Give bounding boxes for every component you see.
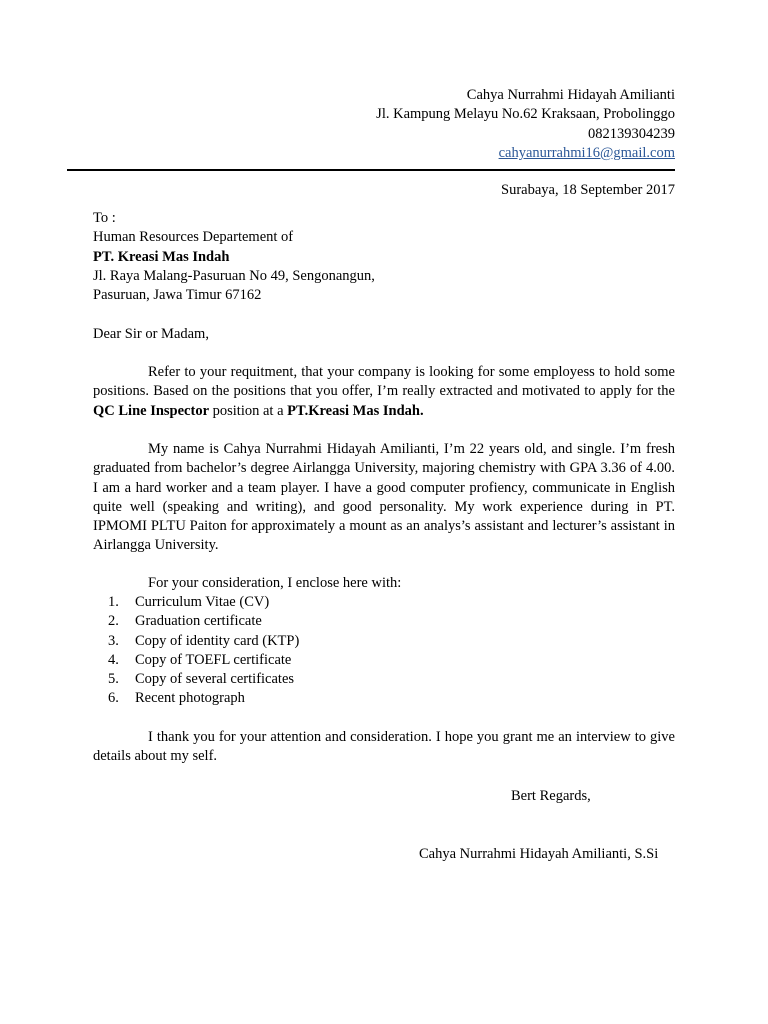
recipient-address-line-2: Pasuruan, Jawa Timur 67162 bbox=[93, 287, 262, 304]
list-item-text: Copy of TOEFL certificate bbox=[135, 651, 292, 668]
sender-header bbox=[376, 86, 675, 163]
list-item-text: Curriculum Vitae (CV) bbox=[135, 594, 270, 610]
paragraph-intro-company: PT.Kreasi Mas Indah. bbox=[287, 402, 424, 419]
sender-name: Cahya Nurrahmi Hidayah Amilianti bbox=[466, 87, 675, 103]
list-item-text: Copy of identity card (KTP) bbox=[135, 632, 300, 649]
salutation: Dear Sir or Madam, bbox=[93, 326, 209, 342]
list-item-text: Recent photograph bbox=[135, 690, 245, 707]
list-item-number: 2. bbox=[108, 613, 119, 630]
paragraph-enclosure-intro: For your consideration, I enclose here with: bbox=[148, 575, 402, 591]
paragraph-thanks: I thank you for your attention and consideration. I hope you grant me an interview to give details about my self. bbox=[93, 729, 675, 765]
list-item-number: 6. bbox=[108, 690, 119, 707]
list-item bbox=[108, 670, 299, 689]
list-item-number: 4. bbox=[108, 651, 119, 668]
list-item-text: Graduation certificate bbox=[135, 613, 262, 630]
list-item-number: 5. bbox=[108, 671, 119, 688]
recipient-department: Human Resources Departement of bbox=[93, 229, 294, 246]
list-item-number: 1. bbox=[108, 594, 119, 610]
sender-phone: 082139304239 bbox=[588, 125, 675, 142]
sender-address: Jl. Kampung Melayu No.62 Kraksaan, Probolinggo bbox=[376, 106, 675, 123]
sender-email-link[interactable]: cahyanurrahmi16@gmail.com bbox=[498, 144, 675, 161]
paragraph-intro bbox=[93, 363, 675, 421]
signature-name: Cahya Nurrahmi Hidayah Amilianti, S.Si bbox=[419, 846, 659, 862]
paragraph-intro-text-a: Refer to your requitment, that your company is looking for some employess to hold some positions. Based on the positions that you offer, I’m really extracted and motivated to apply for the bbox=[93, 364, 675, 400]
paragraph-intro-text-b: position at a bbox=[209, 402, 288, 419]
list-item-number: 3. bbox=[108, 632, 119, 649]
recipient-to: To : bbox=[93, 210, 116, 226]
header-divider bbox=[67, 169, 675, 171]
letter-date: Surabaya, 18 September 2017 bbox=[501, 182, 675, 198]
list-item bbox=[108, 689, 299, 708]
list-item-text: Copy of several certificates bbox=[135, 671, 295, 688]
enclosure-list bbox=[108, 593, 299, 709]
list-item bbox=[108, 632, 299, 651]
recipient-company: PT. Kreasi Mas Indah bbox=[93, 248, 230, 265]
paragraph-intro-position: QC Line Inspector bbox=[93, 402, 209, 419]
paragraph-about-me: My name is Cahya Nurrahmi Hidayah Amilianti, I’m 22 years old, and single. I’m fresh graduated from bachelor’s degree Airlangga University, majoring chemistry with GPA 3.36 of 4.00. I am a hard worker and a team player. I have a good computer profiency, communicate in English quite well (speaking and writing), and good personality. My work experience during in PT. IPMOMI PLTU Paiton for approximately a mount as an analys’s assistant and lecturer’s assistant in Airlangga University. bbox=[93, 441, 675, 554]
closing: Bert Regards, bbox=[511, 788, 591, 804]
recipient-address-line-1: Jl. Raya Malang-Pasuruan No 49, Sengonangun, bbox=[93, 267, 375, 284]
list-item bbox=[108, 651, 299, 670]
list-item bbox=[108, 593, 299, 612]
recipient-block bbox=[93, 209, 375, 305]
list-item bbox=[108, 612, 299, 631]
